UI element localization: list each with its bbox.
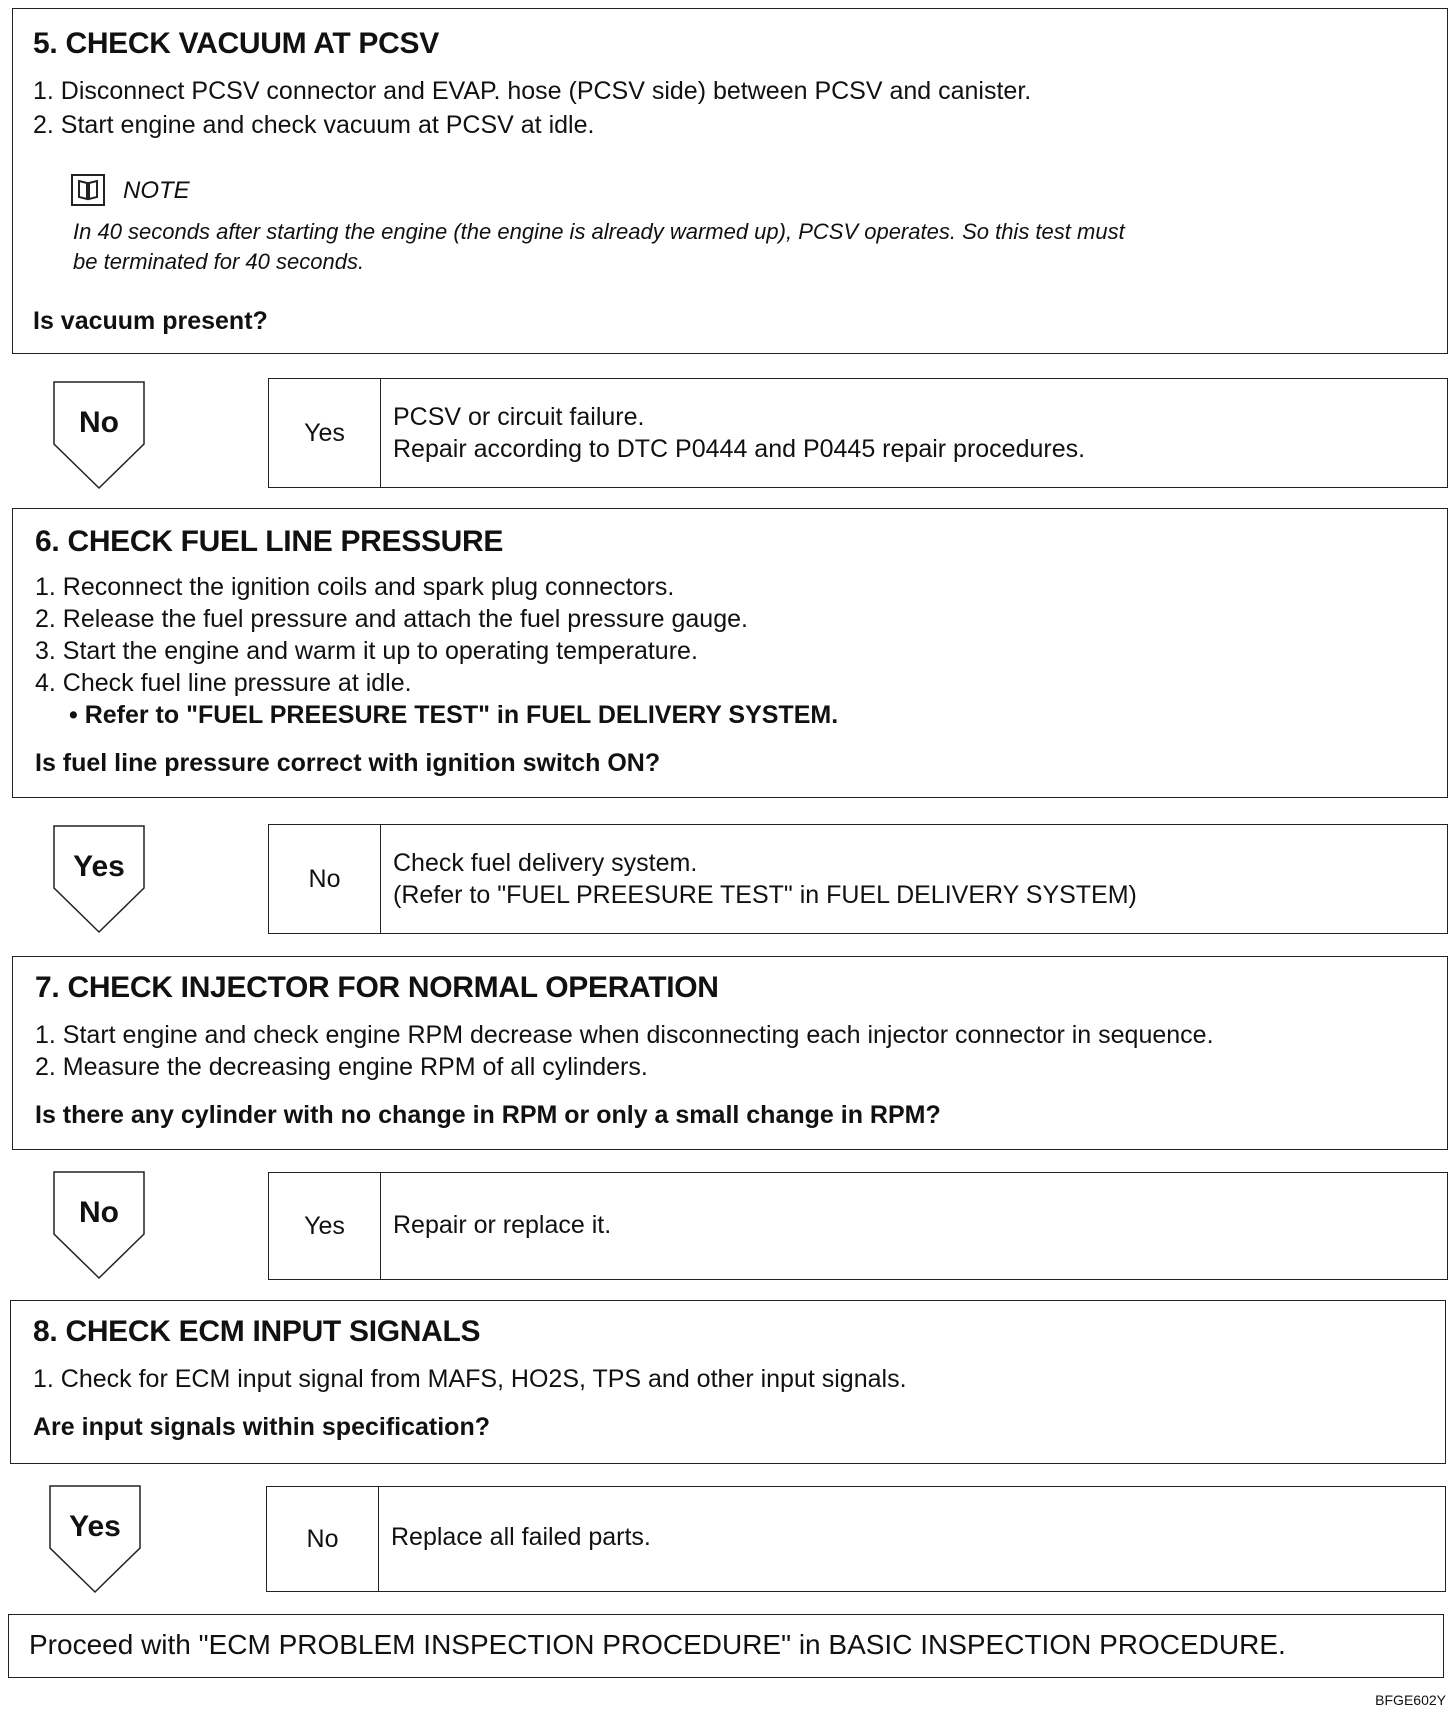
step7-result-label: Yes xyxy=(269,1173,381,1279)
step8-question: Are input signals within specification? xyxy=(33,1413,490,1441)
note-line-2: be terminated for 40 seconds. xyxy=(73,249,365,274)
step6-item-4: 4. Check fuel line pressure at idle. xyxy=(35,669,412,697)
step6-item-3: 3. Start the engine and warm it up to operating temperature. xyxy=(35,637,698,665)
step8-result-line-1: Replace all failed parts. xyxy=(391,1523,651,1551)
step6-result-line-2: (Refer to "FUEL PREESURE TEST" in FUEL DELIVERY SYSTEM) xyxy=(393,881,1137,909)
step6-box xyxy=(12,508,1448,798)
step6-result-line-1: Check fuel delivery system. xyxy=(393,849,698,877)
figure-code: BFGE602Y xyxy=(1375,1692,1446,1708)
step5-result-line-1: PCSV or circuit failure. xyxy=(393,403,645,431)
step6-item-1: 1. Reconnect the ignition coils and spark plug connectors. xyxy=(35,573,675,601)
step8-item-1: 1. Check for ECM input signal from MAFS, HO2S, TPS and other input signals. xyxy=(33,1365,907,1393)
step6-item-2: 2. Release the fuel pressure and attach the fuel pressure gauge. xyxy=(35,605,748,633)
step8-result-label: No xyxy=(267,1487,379,1591)
step6-title: 6. CHECK FUEL LINE PRESSURE xyxy=(35,525,504,558)
step5-title: 5. CHECK VACUUM AT PCSV xyxy=(33,27,439,60)
step7-box xyxy=(12,956,1448,1150)
step8-result-box xyxy=(266,1486,1446,1592)
step7-item-1: 1. Start engine and check engine RPM decrease when disconnecting each injector connector in sequence. xyxy=(35,1021,1214,1049)
note-line-1: In 40 seconds after starting the engine (the engine is already warmed up), PCSV operates. So this test must xyxy=(73,219,1125,244)
step6-yes-arrow xyxy=(52,824,152,936)
step5-no-arrow xyxy=(52,380,152,492)
step7-question: Is there any cylinder with no change in RPM or only a small change in RPM? xyxy=(35,1101,941,1129)
book-icon xyxy=(71,174,105,206)
step7-item-2: 2. Measure the decreasing engine RPM of all cylinders. xyxy=(35,1053,648,1081)
step5-question: Is vacuum present? xyxy=(33,307,268,335)
step6-bullet: • Refer to "FUEL PREESURE TEST" in FUEL DELIVERY SYSTEM. xyxy=(69,701,839,729)
step8-title: 8. CHECK ECM INPUT SIGNALS xyxy=(33,1315,481,1348)
step6-arrow-label: Yes xyxy=(73,850,125,883)
step8-box xyxy=(10,1300,1446,1464)
step5-item-2: 2. Start engine and check vacuum at PCSV at idle. xyxy=(33,111,595,139)
step7-result-line-1: Repair or replace it. xyxy=(393,1211,612,1239)
final-box xyxy=(8,1614,1444,1678)
step7-no-arrow xyxy=(52,1170,152,1282)
step7-arrow-label: No xyxy=(79,1196,119,1229)
step7-title: 7. CHECK INJECTOR FOR NORMAL OPERATION xyxy=(35,971,719,1004)
step7-result-box xyxy=(268,1172,1448,1280)
step6-result-box xyxy=(268,824,1448,934)
step6-result-label: No xyxy=(269,825,381,933)
step5-box xyxy=(12,8,1448,354)
step5-result-label: Yes xyxy=(269,379,381,487)
step8-yes-arrow xyxy=(48,1484,148,1596)
step5-item-1: 1. Disconnect PCSV connector and EVAP. hose (PCSV side) between PCSV and canister. xyxy=(33,77,1032,105)
final-instruction: Proceed with "ECM PROBLEM INSPECTION PROCEDURE" in BASIC INSPECTION PROCEDURE. xyxy=(29,1629,1286,1660)
step6-question: Is fuel line pressure correct with ignition switch ON? xyxy=(35,749,661,777)
step5-result-line-2: Repair according to DTC P0444 and P0445 repair procedures. xyxy=(393,435,1086,463)
step5-result-box xyxy=(268,378,1448,488)
step5-arrow-label: No xyxy=(79,406,119,439)
step8-arrow-label: Yes xyxy=(69,1510,121,1543)
note-label: NOTE xyxy=(123,177,190,204)
